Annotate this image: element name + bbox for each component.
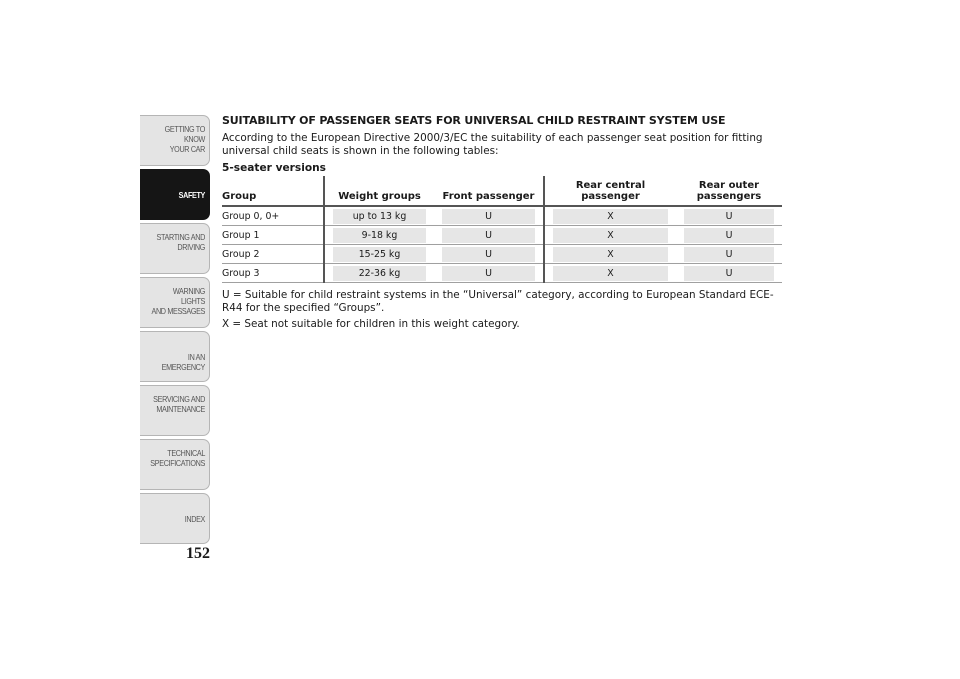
cell-value: U [684, 228, 774, 243]
tab-safety[interactable] [140, 169, 210, 220]
table-cell-rear-central [544, 264, 676, 283]
table-header-row [222, 176, 782, 206]
table-cell-weight [324, 245, 434, 264]
tab-label: GETTING TO KNOW YOUR CAR [164, 124, 205, 154]
tab-starting-and-driving[interactable] [140, 223, 210, 274]
tab-label: TECHNICAL SPECIFICATIONS [150, 448, 205, 468]
table-cell-group [222, 226, 324, 245]
table-cell-rear-outer [676, 206, 782, 226]
tab-label: INDEX [184, 514, 205, 524]
cell-value: U [442, 209, 535, 224]
tab-warning-lights-and-messages[interactable] [140, 277, 210, 328]
cell-value: U [442, 247, 535, 262]
cell-value: X [553, 247, 668, 262]
cell-value: Group 0, 0+ [222, 210, 280, 222]
table-cell-group [222, 206, 324, 226]
cell-value: Group 3 [222, 267, 260, 279]
column-header-rear-central-passenger: Rear central passenger [544, 176, 676, 206]
tab-label: SAFETY [178, 190, 205, 200]
tab-label: WARNING LIGHTS AND MESSAGES [151, 286, 205, 316]
column-header-front-passenger: Front passenger [434, 176, 544, 206]
cell-value: Group 1 [222, 229, 260, 241]
cell-value: U [684, 209, 774, 224]
cell-value: Group 2 [222, 248, 260, 260]
cell-value: X [553, 266, 668, 281]
table-cell-rear-central [544, 206, 676, 226]
table-row [222, 245, 782, 264]
cell-value: up to 13 kg [333, 209, 426, 224]
tab-servicing-and-maintenance[interactable] [140, 385, 210, 436]
tab-label: IN AN EMERGENCY [161, 352, 205, 372]
tab-in-an-emergency[interactable] [140, 331, 210, 382]
tab-index[interactable] [140, 493, 210, 544]
tab-technical-specifications[interactable] [140, 439, 210, 490]
column-header-weight-groups: Weight groups [324, 176, 434, 206]
table-subtitle: 5-seater versions [222, 162, 326, 174]
cell-value: U [684, 266, 774, 281]
cell-value: U [442, 266, 535, 281]
table-cell-group [222, 245, 324, 264]
table-row [222, 206, 782, 226]
column-header-group: Group [222, 176, 324, 206]
table-cell-front [434, 206, 544, 226]
cell-value: U [442, 228, 535, 243]
child-seat-suitability-table [222, 176, 782, 283]
table-cell-front [434, 245, 544, 264]
table-cell-rear-central [544, 226, 676, 245]
cell-value: X [553, 228, 668, 243]
cell-value: 22-36 kg [333, 266, 426, 281]
table-cell-rear-central [544, 245, 676, 264]
cell-value: X [553, 209, 668, 224]
table-cell-front [434, 264, 544, 283]
tab-label: STARTING AND DRIVING [156, 232, 205, 252]
table-cell-weight [324, 226, 434, 245]
main-content [222, 114, 786, 331]
table-cell-rear-outer [676, 245, 782, 264]
section-title: SUITABILITY OF PASSENGER SEATS FOR UNIVERSAL CHILD RESTRAINT SYSTEM USE [222, 114, 726, 127]
note-not-suitable: X = Seat not suitable for children in this weight category. [222, 318, 520, 330]
page-number: 152 [186, 545, 210, 562]
cell-value: U [684, 247, 774, 262]
table-row [222, 264, 782, 283]
intro-paragraph: According to the European Directive 2000/3/EC the suitability of each passenger seat position for fitting universal child seats is shown in the following tables: [222, 132, 763, 157]
table-cell-group [222, 264, 324, 283]
tab-getting-to-know-your-car[interactable] [140, 115, 210, 166]
table-cell-front [434, 226, 544, 245]
table-row [222, 226, 782, 245]
table-cell-weight [324, 264, 434, 283]
note-universal: U = Suitable for child restraint systems in the “Universal” category, according to European Standard ECE-R44 for the specified “Groups”. [222, 289, 774, 314]
cell-value: 9-18 kg [333, 228, 426, 243]
tab-label: SERVICING AND MAINTENANCE [153, 394, 205, 414]
table-cell-weight [324, 206, 434, 226]
cell-value: 15-25 kg [333, 247, 426, 262]
table-cell-rear-outer [676, 226, 782, 245]
table-cell-rear-outer [676, 264, 782, 283]
column-header-rear-outer-passengers: Rear outer passengers [676, 176, 782, 206]
